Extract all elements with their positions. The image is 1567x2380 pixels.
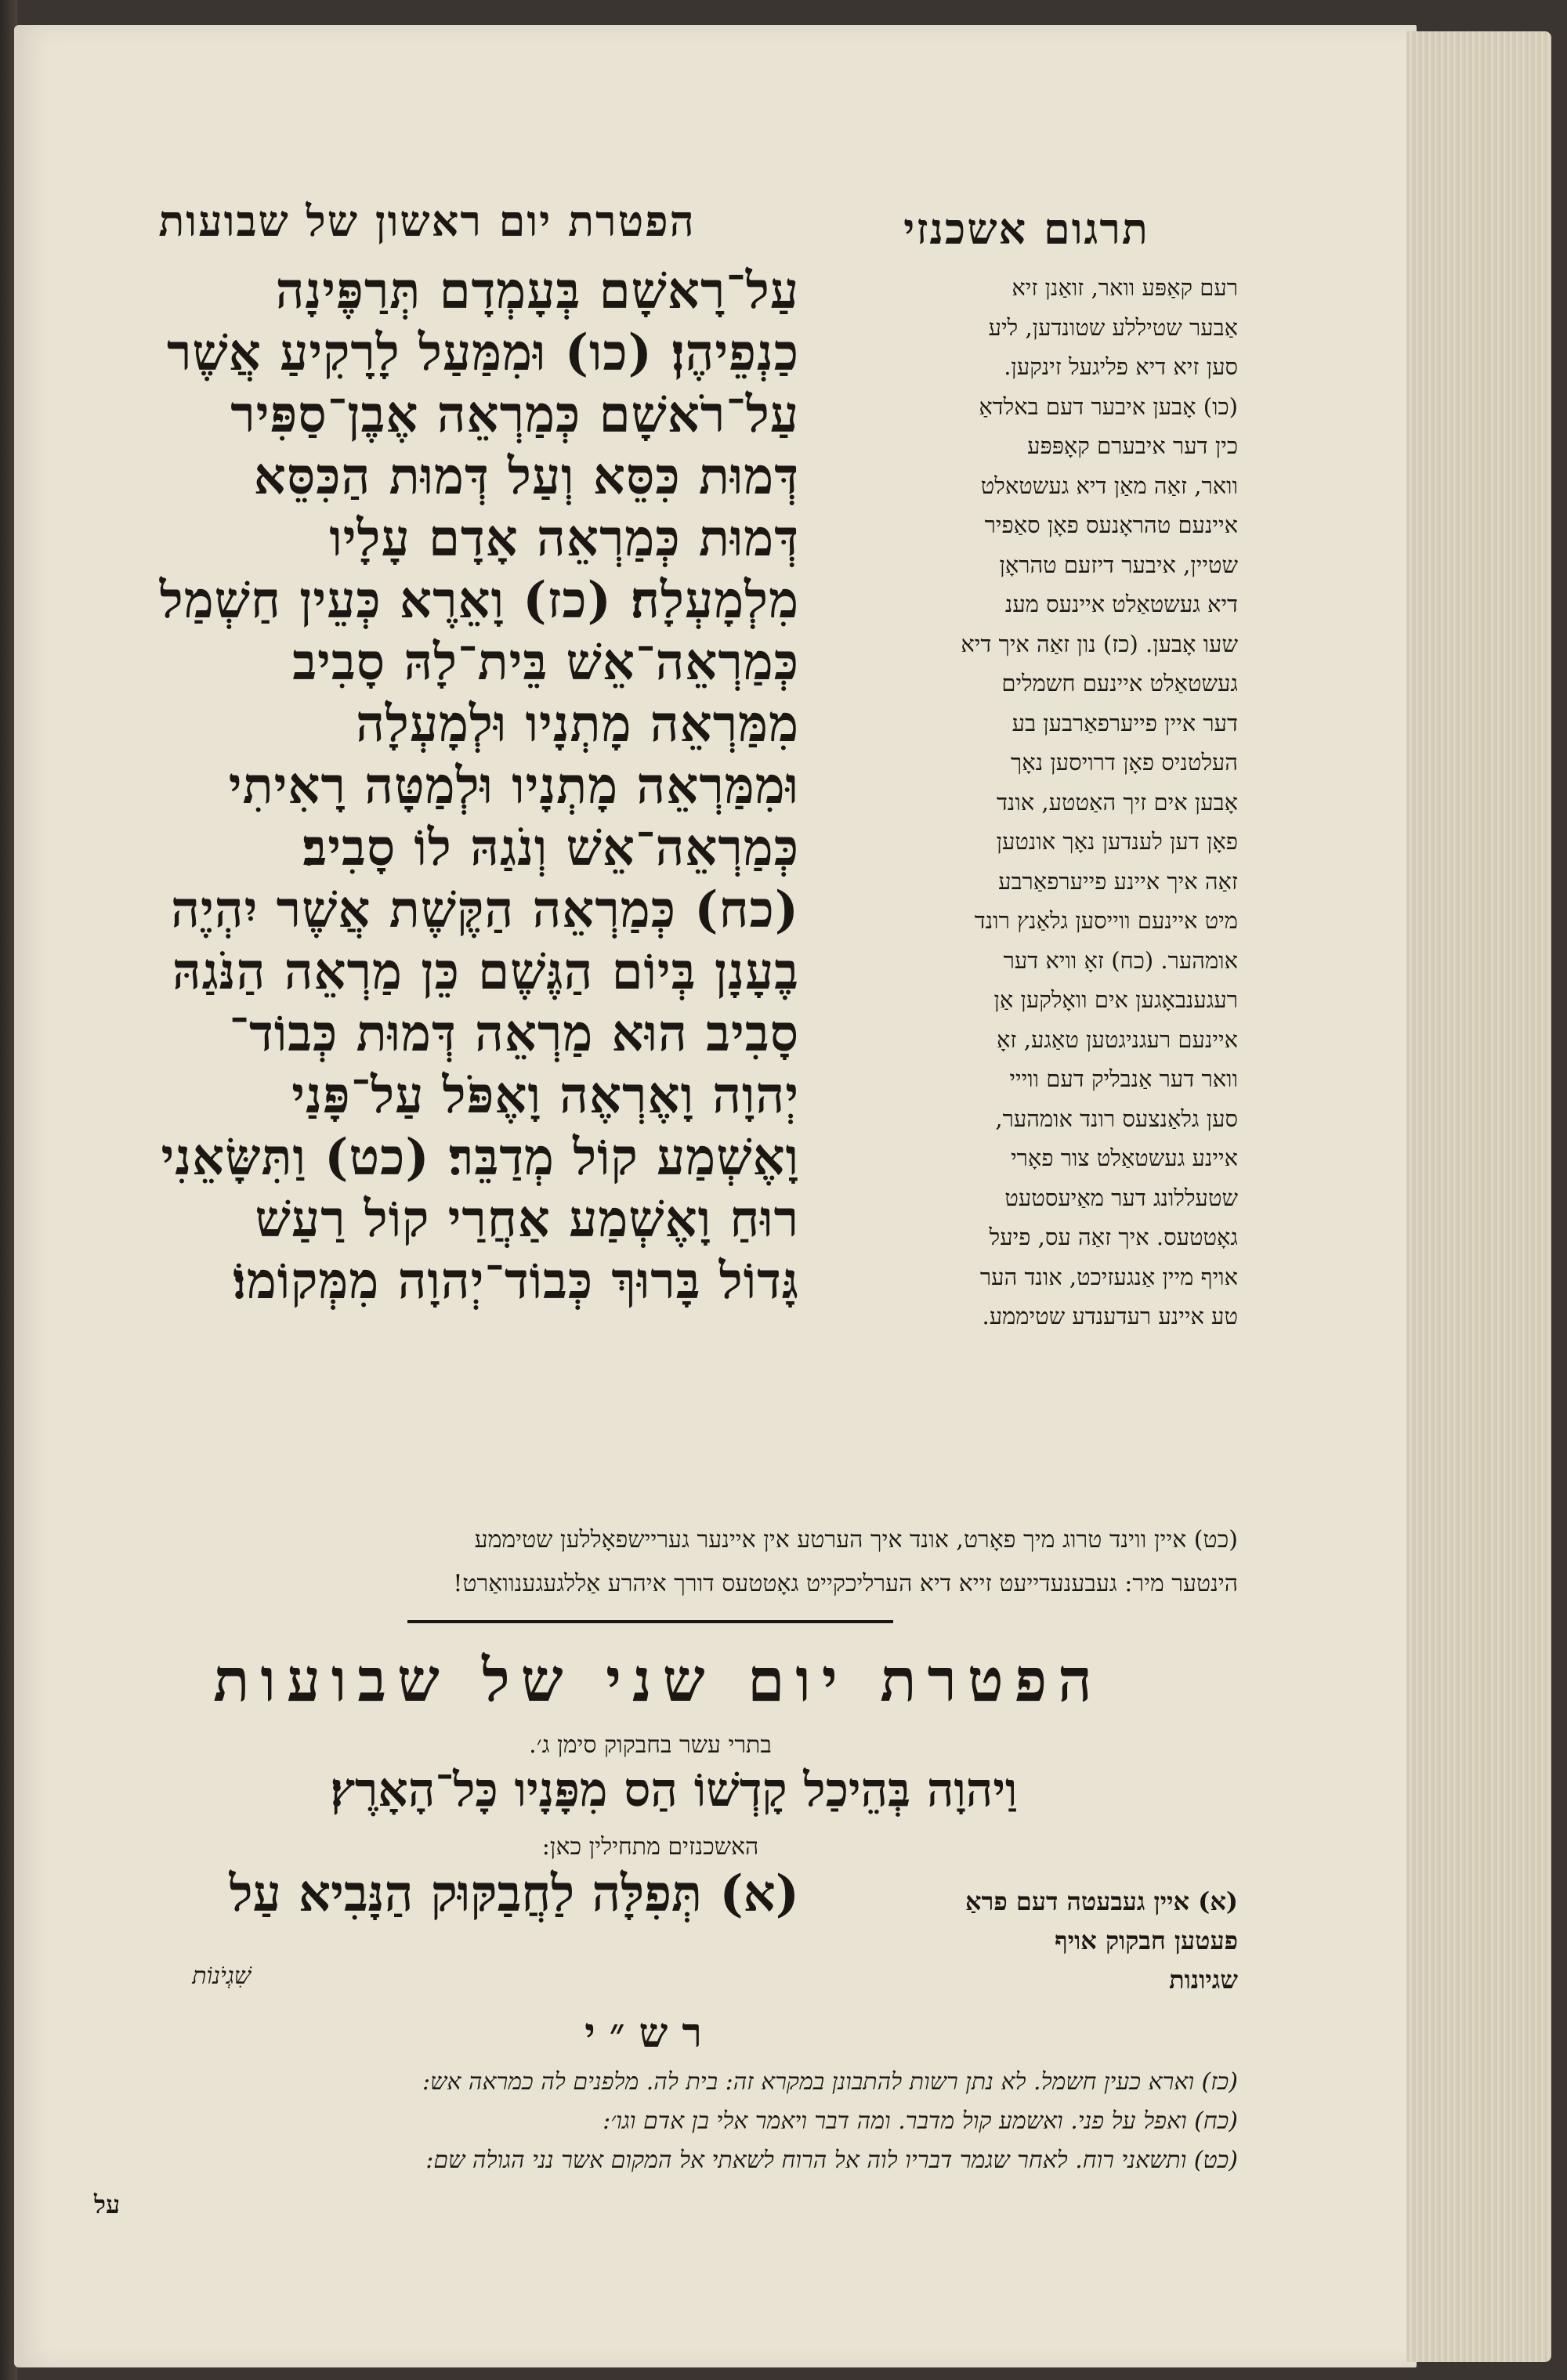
habakkuk-targum-line: שגיונות (1169, 1965, 1238, 1995)
targum-line: דער איין פייערפאַרבען בע (1011, 709, 1238, 736)
verse-line: דְּמוּת כְּמַרְאֵה אָדָם עָלָיו (329, 509, 799, 568)
targum-line: גאָטטעס. איך זאַה עס, פיעל (989, 1224, 1238, 1250)
habakkuk-targum (815, 1882, 1238, 1999)
verse-line: בֶעָנָן בְּיוֹם הַגֶּשֶׁם כֵּן מַרְאֵה הַנֹּגַהּ (172, 942, 799, 1001)
verse-line: דְּמוּת כִּסֵּא וְעַל דְּמוּת הַכִּסֵּא (253, 447, 799, 506)
rashi-title: רש״י (584, 2009, 716, 2057)
targum-line: וואר דער אַנבליק דעם ווייי (1009, 1065, 1238, 1092)
catchword: על (94, 2190, 121, 2219)
verse-line: יְהוָה וָאֶרְאֶה וָאֶפֹּל עַל־פָּנַי (291, 1066, 799, 1125)
targum-lines (815, 268, 1238, 1336)
targum-column (815, 204, 1238, 1336)
habakkuk-targum-line: פעטען חבקוק אויף (1055, 1926, 1238, 1955)
targum-line: איינע געשטאַלט צור פאָרי (1011, 1145, 1238, 1171)
targum-line: פאָן דען לענדען נאָך אונטען (996, 828, 1238, 855)
targum-line: שעו אָבען. (כז) נון זאַה איך דיא (961, 630, 1238, 657)
verse-line: כַנְפֵיהֶן׃ (כו) וּמִמַּעַל לָרָקִיעַ אֲשֶׁר (166, 324, 799, 382)
start-note: האשכנזים מתחילין כאן: (541, 1833, 759, 1861)
targum-line: רעגענבאָגען אים וואָלקען אַן (993, 986, 1238, 1013)
habakkuk-targum-line: (א) איין געבעטה דעם פראַ (965, 1886, 1238, 1916)
habakkuk-word: שִׁגְיֹנוֹת (192, 1962, 251, 1990)
second-section-heading: הפטרת יום שני של שבועות (213, 1645, 1103, 1715)
targum-line: וואר, זאַה מאַן דיא געשטאלט (980, 472, 1238, 499)
habakkuk-verse: (א) תְּפִלָּה לַחֲבַקּוּק הַנָּבִיא עַל (229, 1865, 799, 1923)
targum-line: שטיין, איבער דיזעם טהראָן (999, 551, 1238, 578)
targum-line: שטעללונג דער מאַיעסטעט (1004, 1184, 1238, 1211)
targum-line: מיט איינעם ווייסען גלאַנץ רונד (974, 907, 1238, 934)
verse-line: כְּמַרְאֵה־אֵשׁ בֵּית־לָהּ סָבִיב (292, 633, 799, 692)
targum-line: רעם קאַפּע וואר, זואַנן זיא (1011, 274, 1238, 301)
verse-line: מִלְמָעְלָה׃ (כז) וָאֵרֶא כְּעֵין חַשְׁמַל (159, 571, 799, 630)
targum-line: סען גלאַנצעס רונד אומהער, (995, 1105, 1238, 1132)
targum-line: דיא געשטאַלט איינעס מענ (1004, 591, 1238, 617)
verse-lines (55, 260, 799, 1312)
section-divider (407, 1620, 893, 1623)
section-subheading: בתרי עשר בחבקוק סימן ג׳. (529, 1731, 772, 1759)
targum-line: (כו) אָבען איבער דעם באלדאַ (979, 392, 1238, 420)
targum-line: כין דער איבערם קאָפּפּע (1027, 432, 1238, 459)
opening-verse: וַיהוָה בְּהֵיכַל קָדְשׁוֹ הַס מִפָּנָיו כָּל־הָאָרֶץ׃ (330, 1763, 1018, 1818)
verse-line: עַל־רֹאשָׁם כְּמַרְאֵה אֶבֶן־סַפִּיר (230, 385, 799, 444)
targum-line: העלטניס פאָן דרויסען נאָך (1011, 749, 1238, 776)
verse-line: כְּמַרְאֵה־אֵשׁ וְנֹגַהּ לוֹ סָבִיב׃ (302, 819, 799, 877)
haftarah-column (55, 196, 799, 1312)
targum-line: זאַה איך איינע פייערפאַרבע (998, 867, 1238, 895)
footnote-line: (כט) איין ווינד טרוג מיך פאָרט, אונד איך הערטע אין איינער געריישפאָללען שטיממע (474, 1526, 1238, 1554)
targum-heading: תרגום אשכנזי (903, 204, 1149, 254)
verse-line: (כח) כְּמַרְאֵה הַקֶּשֶׁת אֲשֶׁר יִהְיֶה (171, 881, 799, 939)
targum-line: אומהער. (כח) זאָ וויא דער (1003, 946, 1238, 974)
verse-line: גָּדוֹל בָּרוּךְ כְּבוֹד־יְהוָה מִמְּקוֹמוֹ׃ (232, 1252, 799, 1311)
verse-line: וָאֶשְׁמַע קוֹל מְדַבֵּר׃ (כט) וַתִּשָּׂאֵנִי (161, 1128, 799, 1187)
targum-line: איינעם טהראָנעס פאָן סאַפיר (984, 512, 1238, 538)
targum-line: איינעם רעגניגטען טאַגע, זאָ (997, 1025, 1238, 1053)
targum-line: סען זיא דיא פליגעל זינקען. (1004, 353, 1238, 380)
verse-line: מִמַּרְאֵה מָתְנָיו וּלְמָעְלָה (356, 695, 799, 754)
verse-line: רוּחַ וָאֶשְׁמַע אַחֲרַי קוֹל רַעַשׁ (255, 1190, 799, 1249)
footnote-line: הינטער מיר: געבענעדייעט זייא דיא הערליכקייט גאָטטעס דורך איהרע אַללגעגענוואַרט! (453, 1570, 1238, 1597)
targum-line: אויף מיין אַנגעזיכט, אונד הער (979, 1263, 1238, 1290)
targum-line: געשטאַלט איינעם חשמלים (1001, 670, 1238, 696)
targum-line: טע איינע רעדענדע שטיממע. (982, 1303, 1238, 1329)
rashi-line: (כח) ואפל על פני. ואשמע קול מדבר. ומה דבר ויאמר אלי בן אדם וגו׳: (603, 2107, 1238, 2135)
haftarah-heading: הפטרת יום ראשון של שבועות (158, 196, 696, 246)
verse-line: עַל־רָאשָׁם בְּעָמְדָם תְּרַפֶּינָה (275, 262, 799, 320)
verse-line: סָבִיב הוּא מַרְאֵה דְּמוּת כְּבוֹד־ (229, 1004, 799, 1063)
rashi-line: (כט) ותשאני רוח. לאחר שגמר דבריו לוה אל הרוח לשאתי אל המקום אשר נני הגולה שם: (425, 2147, 1238, 2174)
targum-line: אַבער שטיללע שטונדען, ליע (988, 313, 1238, 341)
verse-line: וּמִמַּרְאֵה מָתְנָיו וּלְמַטָּה רָאִיתִי (228, 757, 799, 816)
rashi-line: (כז) וארא כעין חשמל. לא נתן רשות להתבונן במקרא זה: בית לה. מלפנים לה כמראה אש: (422, 2068, 1238, 2096)
targum-line: אָבען אים זיך האַטטע, אונד (996, 788, 1238, 816)
